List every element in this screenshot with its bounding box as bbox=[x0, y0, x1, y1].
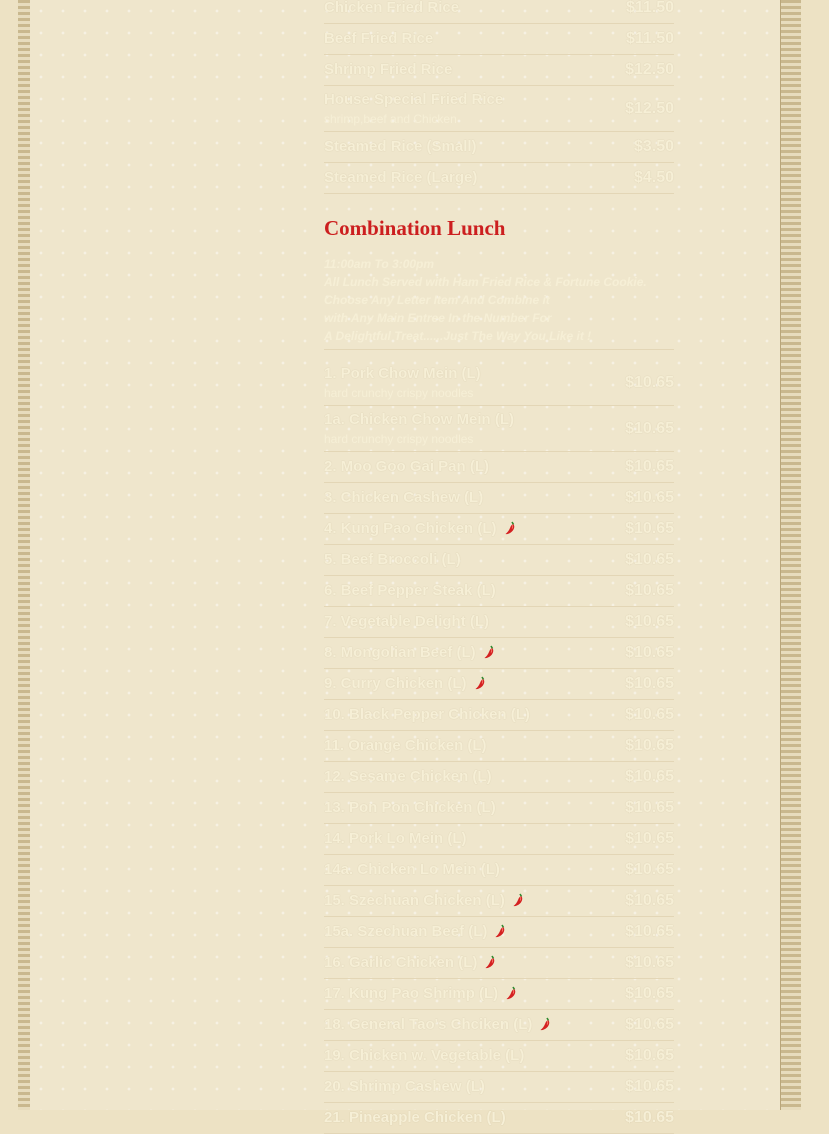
menu-item-price: $12.50 bbox=[625, 99, 674, 117]
chili-pepper-icon bbox=[483, 645, 495, 659]
menu-item-price: $10.65 bbox=[625, 644, 674, 661]
menu-item-price: $3.50 bbox=[633, 138, 674, 155]
menu-item-row bbox=[324, 0, 674, 24]
menu-item-name: 17. Kung Pao Shrimp (L) bbox=[324, 985, 499, 1002]
menu-item-name-wrap bbox=[324, 365, 481, 383]
menu-item-row bbox=[324, 607, 674, 638]
menu-item-name-wrap bbox=[324, 1047, 524, 1065]
menu-item-name-wrap bbox=[324, 169, 477, 187]
menu-item-name-wrap bbox=[324, 551, 461, 569]
menu-item-name: 12. Sesame Chicken (L) bbox=[324, 768, 492, 785]
menu-item-price: $10.65 bbox=[625, 923, 674, 940]
menu-item-price: $10.65 bbox=[625, 1109, 674, 1126]
menu-item-name: 1a. Chicken Chow Mein (L) bbox=[324, 411, 515, 428]
menu-item-row bbox=[324, 855, 674, 886]
menu-item-row bbox=[324, 163, 674, 194]
menu-item-name: 13. Pon Pon Chicken (L) bbox=[324, 799, 496, 816]
chili-pepper-icon bbox=[474, 676, 486, 690]
chili-pepper-icon bbox=[505, 986, 517, 1000]
menu-item-price: $12.50 bbox=[625, 61, 674, 78]
menu-item-row bbox=[324, 576, 674, 607]
menu-item-price: $10.65 bbox=[625, 861, 674, 878]
menu-item-name-wrap bbox=[324, 892, 524, 910]
menu-item-row bbox=[324, 1041, 674, 1072]
chili-pepper-icon bbox=[504, 521, 516, 535]
menu-item-info bbox=[324, 861, 500, 879]
chili-pepper-icon bbox=[494, 924, 506, 938]
menu-item-name-wrap bbox=[324, 985, 517, 1003]
menu-item-row bbox=[324, 917, 674, 948]
menu-item-description: shrimp,beef and Chicken bbox=[324, 112, 457, 126]
menu-item-name-wrap bbox=[324, 644, 495, 662]
menu-item-name: 14a. Chicken Lo Mein (L) bbox=[324, 861, 500, 878]
menu-item-name: 11. Orange Chicken (L) bbox=[324, 737, 487, 754]
menu-item-row bbox=[324, 700, 674, 731]
menu-item-name: 5. Beef Broccoli (L) bbox=[324, 551, 461, 568]
menu-item-name-wrap bbox=[324, 138, 477, 156]
menu-item-name-wrap bbox=[324, 1016, 551, 1034]
menu-item-row bbox=[324, 86, 674, 132]
menu-item-name-wrap bbox=[324, 1078, 485, 1096]
menu-item-info bbox=[324, 520, 516, 538]
chili-pepper-icon bbox=[484, 955, 496, 969]
menu-item-info bbox=[324, 1047, 524, 1065]
menu-item-row bbox=[324, 948, 674, 979]
menu-item-info bbox=[324, 411, 514, 446]
menu-item-price: $10.65 bbox=[625, 799, 674, 816]
menu-item-name: Steamed Rice (Large) bbox=[324, 169, 478, 186]
menu-item-row bbox=[324, 979, 674, 1010]
menu-item-name-wrap bbox=[324, 582, 496, 600]
menu-item-name-wrap bbox=[324, 768, 492, 786]
menu-item-name: 19. Chicken w. Vegetable (L) bbox=[324, 1047, 525, 1064]
chili-pepper-icon bbox=[512, 893, 524, 907]
chili-pepper-icon bbox=[539, 1017, 551, 1031]
menu-item-name-wrap bbox=[324, 411, 514, 429]
menu-item-row bbox=[324, 483, 674, 514]
menu-item-name: 15. Szechuan Chicken (L) bbox=[324, 892, 505, 909]
menu-item-info bbox=[324, 923, 506, 941]
menu-item-name-wrap bbox=[324, 91, 503, 109]
menu-item-price: $10.65 bbox=[625, 520, 674, 537]
menu-item-row bbox=[324, 1103, 674, 1134]
menu-item-info bbox=[324, 489, 483, 507]
menu-item-info bbox=[324, 1078, 485, 1096]
menu-item-price: $10.65 bbox=[625, 706, 674, 723]
menu-item-row bbox=[324, 545, 674, 576]
menu-item-name-wrap bbox=[324, 458, 489, 476]
menu-item-name: 21. Pineapple Chicken (L) bbox=[324, 1109, 506, 1126]
menu-item-price: $10.65 bbox=[625, 737, 674, 754]
menu-item-row bbox=[324, 1010, 674, 1041]
menu-item-price: $11.50 bbox=[625, 30, 674, 47]
menu-item-name-wrap bbox=[324, 0, 459, 17]
menu-item-price: $4.50 bbox=[633, 169, 674, 186]
menu-item-info bbox=[324, 0, 459, 17]
rice-section bbox=[324, 0, 674, 194]
menu-item-name: 16. Garlic Chicken (L) bbox=[324, 954, 478, 971]
menu-item-price: $10.65 bbox=[625, 582, 674, 599]
menu-item-price: $10.65 bbox=[625, 1047, 674, 1064]
menu-item-price: $10.65 bbox=[625, 1078, 674, 1095]
menu-item-name-wrap bbox=[324, 923, 506, 941]
menu-item-name-wrap bbox=[324, 613, 489, 631]
menu-item-name: Chicken Fried Rice bbox=[324, 0, 460, 16]
menu-item-info bbox=[324, 954, 496, 972]
menu-item-row bbox=[324, 1072, 674, 1103]
menu-item-price: $10.65 bbox=[625, 768, 674, 785]
menu-item-name: 14. Pork Lo Mein (L) bbox=[324, 830, 467, 847]
section-note bbox=[324, 255, 674, 350]
menu-item-row bbox=[324, 886, 674, 917]
menu-item-info bbox=[324, 706, 530, 724]
menu-item-row bbox=[324, 824, 674, 855]
section-title: Combination Lunch bbox=[324, 216, 506, 240]
menu-item-name: 6. Beef Pepper Steak (L) bbox=[324, 582, 496, 599]
menu-item-info bbox=[324, 582, 496, 600]
menu-item-info bbox=[324, 737, 487, 755]
menu-item-info bbox=[324, 1109, 506, 1127]
note-hours: 11:00am To 3:00pm bbox=[324, 257, 435, 271]
menu-item-name-wrap bbox=[324, 30, 433, 48]
menu-item-price: $10.65 bbox=[625, 458, 674, 475]
menu-item-description: hard crunchy crispy noodles bbox=[324, 432, 474, 446]
menu-item-info bbox=[324, 613, 489, 631]
menu-item-name-wrap bbox=[324, 1109, 506, 1127]
menu-item-row bbox=[324, 514, 674, 545]
note-line: A Delightful Treat......Just The Way You Like it ! bbox=[324, 329, 592, 343]
menu-item-info bbox=[324, 644, 495, 662]
menu-item-info bbox=[324, 799, 496, 817]
menu-item-info bbox=[324, 30, 433, 48]
menu-item-row bbox=[324, 731, 674, 762]
menu-item-row bbox=[324, 669, 674, 700]
note-line: with Any Main Entree In the Number For bbox=[324, 311, 552, 325]
menu-item-price: $10.65 bbox=[625, 419, 674, 437]
menu-item-name: 2. Moo Goo Gai Pan (L) bbox=[324, 458, 489, 475]
menu-item-price: $10.65 bbox=[625, 892, 674, 909]
menu-item-name: Beef Fried Rice bbox=[324, 30, 434, 47]
menu-item-info bbox=[324, 1016, 551, 1034]
menu-item-price: $10.65 bbox=[625, 1016, 674, 1033]
menu-item-price: $10.65 bbox=[625, 985, 674, 1002]
menu-item-price: $10.65 bbox=[625, 489, 674, 506]
menu-item-price: $10.65 bbox=[625, 551, 674, 568]
menu-item-info bbox=[324, 830, 467, 848]
menu-item-row bbox=[324, 406, 674, 452]
menu-item-price: $10.65 bbox=[625, 954, 674, 971]
menu-item-info bbox=[324, 768, 492, 786]
menu-item-info bbox=[324, 551, 461, 569]
menu-item-name: 9. Curry Chicken (L) bbox=[324, 675, 467, 692]
menu-item-name: House Special Fried Rice bbox=[324, 91, 504, 108]
menu-item-row bbox=[324, 55, 674, 86]
menu-item-row bbox=[324, 360, 674, 406]
note-line: All Lunch Served with Ham Fried Rice & Fortune Cookie. bbox=[324, 275, 647, 289]
menu-item-name: 3. Chicken Cashew (L) bbox=[324, 489, 484, 506]
menu-item-name-wrap bbox=[324, 830, 467, 848]
menu-item-info bbox=[324, 458, 489, 476]
menu-item-name: 18. General Tao's Chciken (L) bbox=[324, 1016, 533, 1033]
menu-item-price: $11.50 bbox=[625, 0, 674, 16]
menu-item-row bbox=[324, 132, 674, 163]
menu-item-name: 7. Vegetable Delight (L) bbox=[324, 613, 490, 630]
menu-item-name: 20. Shrimp Cashew (L) bbox=[324, 1078, 485, 1095]
menu-item-info bbox=[324, 61, 452, 79]
menu-item-info bbox=[324, 91, 503, 126]
decorative-border-right bbox=[780, 0, 801, 1110]
menu-item-name-wrap bbox=[324, 954, 496, 972]
menu-item-name-wrap bbox=[324, 489, 483, 507]
menu-item-name-wrap bbox=[324, 799, 496, 817]
menu-item-info bbox=[324, 675, 486, 693]
menu-item-price: $10.65 bbox=[625, 675, 674, 692]
menu-item-row bbox=[324, 638, 674, 669]
menu-item-name: 15a. Szechuan Beef (L) bbox=[324, 923, 488, 940]
menu-item-name: 4. Kung Pao Chicken (L) bbox=[324, 520, 497, 537]
menu-item-row bbox=[324, 24, 674, 55]
menu-item-name-wrap bbox=[324, 706, 530, 724]
menu-item-info bbox=[324, 985, 517, 1003]
menu-content bbox=[324, 0, 674, 1134]
menu-item-name: Steamed Rice (Small) bbox=[324, 138, 477, 155]
menu-item-info bbox=[324, 365, 481, 400]
menu-item-info bbox=[324, 138, 477, 156]
note-line: Choose Any Letter Item And Combine it bbox=[324, 293, 550, 307]
menu-item-row bbox=[324, 793, 674, 824]
menu-item-name: 10. Black Pepper Chicken (L) bbox=[324, 706, 530, 723]
menu-item-price: $10.65 bbox=[625, 373, 674, 391]
menu-item-name-wrap bbox=[324, 737, 487, 755]
menu-item-row bbox=[324, 452, 674, 483]
menu-item-row bbox=[324, 762, 674, 793]
menu-item-price: $10.65 bbox=[625, 613, 674, 630]
menu-item-name: Shrimp Fried Rice bbox=[324, 61, 453, 78]
menu-item-name: 8. Mongolian Beef (L) bbox=[324, 644, 476, 661]
menu-item-price: $10.65 bbox=[625, 830, 674, 847]
menu-item-info bbox=[324, 892, 524, 910]
menu-item-name-wrap bbox=[324, 520, 516, 538]
menu-item-name-wrap bbox=[324, 861, 500, 879]
menu-item-description: hard crunchy crispy noodles bbox=[324, 386, 474, 400]
menu-item-name-wrap bbox=[324, 61, 452, 79]
combo-section bbox=[324, 360, 674, 1134]
menu-item-name: 1. Pork Chow Mein (L) bbox=[324, 365, 481, 382]
menu-item-name-wrap bbox=[324, 675, 486, 693]
menu-item-info bbox=[324, 169, 477, 187]
